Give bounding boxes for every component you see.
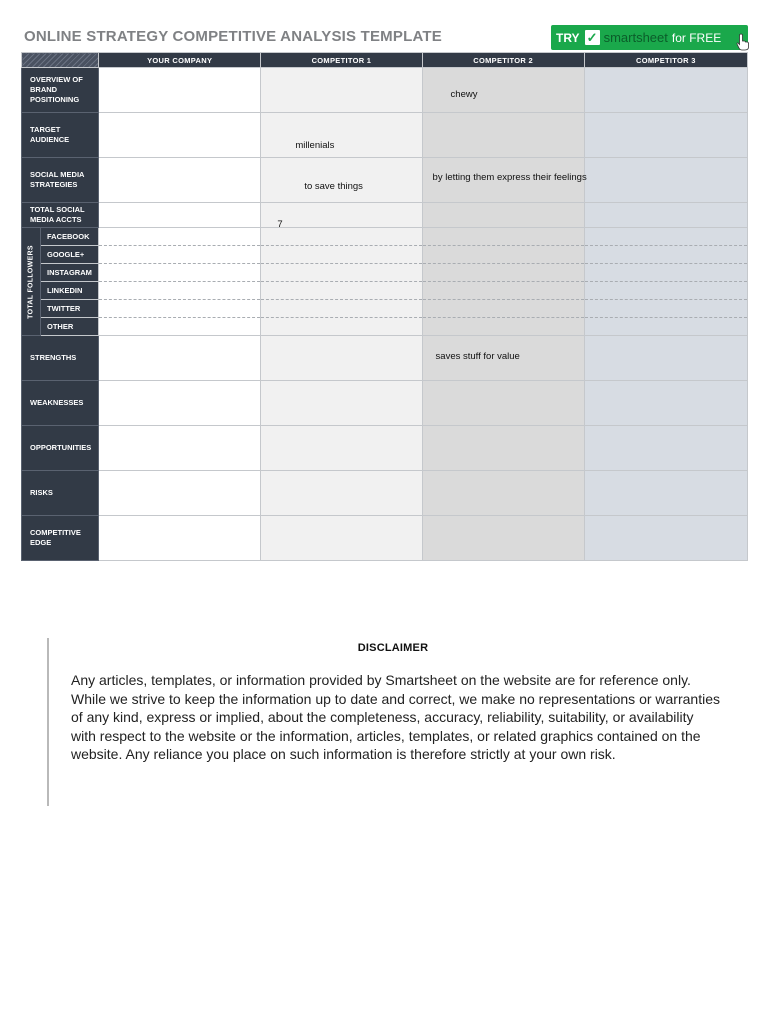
cell-total-competitor-1[interactable] xyxy=(261,203,422,228)
table-row-other xyxy=(22,318,748,336)
cell-google-competitor-2[interactable] xyxy=(422,246,584,264)
cell-linkedin-your-company[interactable] xyxy=(99,282,261,300)
cell-overview-competitor-1[interactable] xyxy=(261,68,422,113)
header-competitor-2: COMPETITOR 2 xyxy=(422,53,584,68)
hand-cursor-icon xyxy=(736,33,750,51)
total-followers-label xyxy=(22,228,41,336)
row-label-opportunities: OPPORTUNITIES xyxy=(22,426,99,471)
social-competitor-2-text: by letting them express their feelings xyxy=(432,172,587,183)
row-label-strengths: STRENGTHS xyxy=(22,336,99,381)
cell-google-competitor-3[interactable] xyxy=(584,246,747,264)
cell-facebook-your-company[interactable] xyxy=(99,228,261,246)
row-label-total-accounts: TOTAL SOCIAL MEDIA ACCTS xyxy=(22,203,99,228)
cell-overview-competitor-2[interactable] xyxy=(422,68,584,113)
cell-linkedin-competitor-3[interactable] xyxy=(584,282,747,300)
cell-opportunities-competitor-3[interactable] xyxy=(584,426,747,471)
strengths-competitor-2-text: saves stuff for value xyxy=(435,351,520,362)
row-label-risks: RISKS xyxy=(22,471,99,516)
row-label-competitive-edge: COMPETITIVE EDGE xyxy=(22,516,99,561)
cell-overview-your-company[interactable] xyxy=(99,68,261,113)
row-label-overview: OVERVIEW OF BRAND POSITIONING xyxy=(22,68,99,113)
cell-other-competitor-3[interactable] xyxy=(584,318,747,336)
try-smartsheet-banner[interactable] xyxy=(551,25,748,50)
table-row-overview xyxy=(22,68,748,113)
cell-google-competitor-1[interactable] xyxy=(261,246,422,264)
cell-risks-competitor-2[interactable] xyxy=(422,471,584,516)
cell-weaknesses-your-company[interactable] xyxy=(99,381,261,426)
cell-opportunities-competitor-1[interactable] xyxy=(261,426,422,471)
cell-opportunities-your-company[interactable] xyxy=(99,426,261,471)
cell-overview-competitor-3[interactable] xyxy=(584,68,747,113)
cell-strengths-your-company[interactable] xyxy=(99,336,261,381)
cell-social-competitor-3[interactable] xyxy=(584,158,747,203)
cell-weaknesses-competitor-3[interactable] xyxy=(584,381,747,426)
cell-facebook-competitor-2[interactable] xyxy=(422,228,584,246)
table-row-facebook xyxy=(22,228,748,246)
row-label-linkedin: LINKEDIN xyxy=(41,282,99,300)
cell-audience-competitor-2[interactable] xyxy=(422,113,584,158)
table-row-strengths xyxy=(22,336,748,381)
cell-weaknesses-competitor-2[interactable] xyxy=(422,381,584,426)
cell-social-competitor-1[interactable] xyxy=(261,158,422,203)
competitive-analysis-table xyxy=(21,52,748,561)
cell-instagram-competitor-3[interactable] xyxy=(584,264,747,282)
disclaimer-heading: DISCLAIMER xyxy=(357,642,429,654)
cell-twitter-competitor-2[interactable] xyxy=(422,300,584,318)
disclaimer-text: Any articles, templates, or information provided by Smartsheet on the website are for reference only. While we strive to keep the information up to date and correct, we make no representations or warranties of any kind, express or implied, about the completeness, accuracy, reliability, suitability, or availability with respect to the website or the information, articles, templates, or related graphics contained on the website. Any reliance you place on such information is therefore strictly at your own risk. xyxy=(71,672,720,763)
cell-total-competitor-2[interactable] xyxy=(422,203,584,228)
total-followers-text: TOTAL FOLLOWERS xyxy=(27,244,35,319)
row-label-weaknesses: WEAKNESSES xyxy=(22,381,99,426)
row-label-google-plus: GOOGLE+ xyxy=(41,246,99,264)
cell-social-your-company[interactable] xyxy=(99,158,261,203)
cell-edge-competitor-1[interactable] xyxy=(261,516,422,561)
banner-try-text: TRY xyxy=(556,30,580,45)
cell-edge-competitor-2[interactable] xyxy=(422,516,584,561)
cell-twitter-competitor-3[interactable] xyxy=(584,300,747,318)
cell-audience-your-company[interactable] xyxy=(99,113,261,158)
cell-edge-competitor-3[interactable] xyxy=(584,516,747,561)
table-row-opportunities xyxy=(22,426,748,471)
cell-linkedin-competitor-1[interactable] xyxy=(261,282,422,300)
total-competitor-1-text: 7 xyxy=(277,219,283,230)
cell-weaknesses-competitor-1[interactable] xyxy=(261,381,422,426)
cell-twitter-competitor-1[interactable] xyxy=(261,300,422,318)
table-row-social-media xyxy=(22,158,748,203)
header-competitor-1: COMPETITOR 1 xyxy=(261,53,422,68)
cell-linkedin-competitor-2[interactable] xyxy=(422,282,584,300)
table-row-competitive-edge xyxy=(22,516,748,561)
cell-edge-your-company[interactable] xyxy=(99,516,261,561)
table-row-audience xyxy=(22,113,748,158)
cell-risks-your-company[interactable] xyxy=(99,471,261,516)
banner-brand-text: smartsheet xyxy=(603,30,668,45)
overview-competitor-2-text: chewy xyxy=(450,89,478,100)
cell-strengths-competitor-1[interactable] xyxy=(261,336,422,381)
table-row-twitter xyxy=(22,300,748,318)
table-row-risks xyxy=(22,471,748,516)
cell-other-competitor-2[interactable] xyxy=(422,318,584,336)
checkmark-icon: ✓ xyxy=(585,30,600,45)
cell-twitter-your-company[interactable] xyxy=(99,300,261,318)
row-label-social-media: SOCIAL MEDIA STRATEGIES xyxy=(22,158,99,203)
cell-facebook-competitor-3[interactable] xyxy=(584,228,747,246)
cell-instagram-your-company[interactable] xyxy=(99,264,261,282)
cell-risks-competitor-1[interactable] xyxy=(261,471,422,516)
cell-google-your-company[interactable] xyxy=(99,246,261,264)
table-row-total-accounts xyxy=(22,203,748,228)
table-header-row xyxy=(22,53,748,68)
header-corner xyxy=(22,53,99,68)
table-row-linkedin xyxy=(22,282,748,300)
cell-audience-competitor-3[interactable] xyxy=(584,113,747,158)
cell-total-your-company[interactable] xyxy=(99,203,261,228)
cell-social-competitor-2[interactable] xyxy=(422,158,587,203)
social-competitor-1-text: to save things xyxy=(304,181,363,192)
cell-instagram-competitor-1[interactable] xyxy=(261,264,422,282)
audience-competitor-1-text: millenials xyxy=(295,140,335,151)
cell-strengths-competitor-3[interactable] xyxy=(584,336,747,381)
cell-other-competitor-1[interactable] xyxy=(261,318,422,336)
banner-free-text: for FREE xyxy=(671,30,722,45)
table-row-google-plus xyxy=(22,246,748,264)
header-your-company: YOUR COMPANY xyxy=(99,53,261,68)
row-label-twitter: TWITTER xyxy=(41,300,99,318)
cell-instagram-competitor-2[interactable] xyxy=(422,264,584,282)
cell-total-competitor-3[interactable] xyxy=(584,203,747,228)
row-label-audience: TARGET AUDIENCE xyxy=(22,113,99,158)
table-row-weaknesses xyxy=(22,381,748,426)
page-title: ONLINE STRATEGY COMPETITIVE ANALYSIS TEMPLATE xyxy=(24,28,442,45)
disclaimer-box xyxy=(47,638,727,806)
cell-strengths-competitor-2[interactable] xyxy=(422,336,584,381)
cell-other-your-company[interactable] xyxy=(99,318,261,336)
cell-opportunities-competitor-2[interactable] xyxy=(422,426,584,471)
row-label-facebook: FACEBOOK xyxy=(41,228,99,246)
row-label-instagram: INSTAGRAM xyxy=(41,264,99,282)
cell-risks-competitor-3[interactable] xyxy=(584,471,747,516)
cell-audience-competitor-1[interactable] xyxy=(261,113,422,158)
cell-facebook-competitor-1[interactable] xyxy=(261,228,422,246)
header-competitor-3: COMPETITOR 3 xyxy=(584,53,747,68)
table-row-instagram xyxy=(22,264,748,282)
row-label-other: OTHER xyxy=(41,318,99,336)
